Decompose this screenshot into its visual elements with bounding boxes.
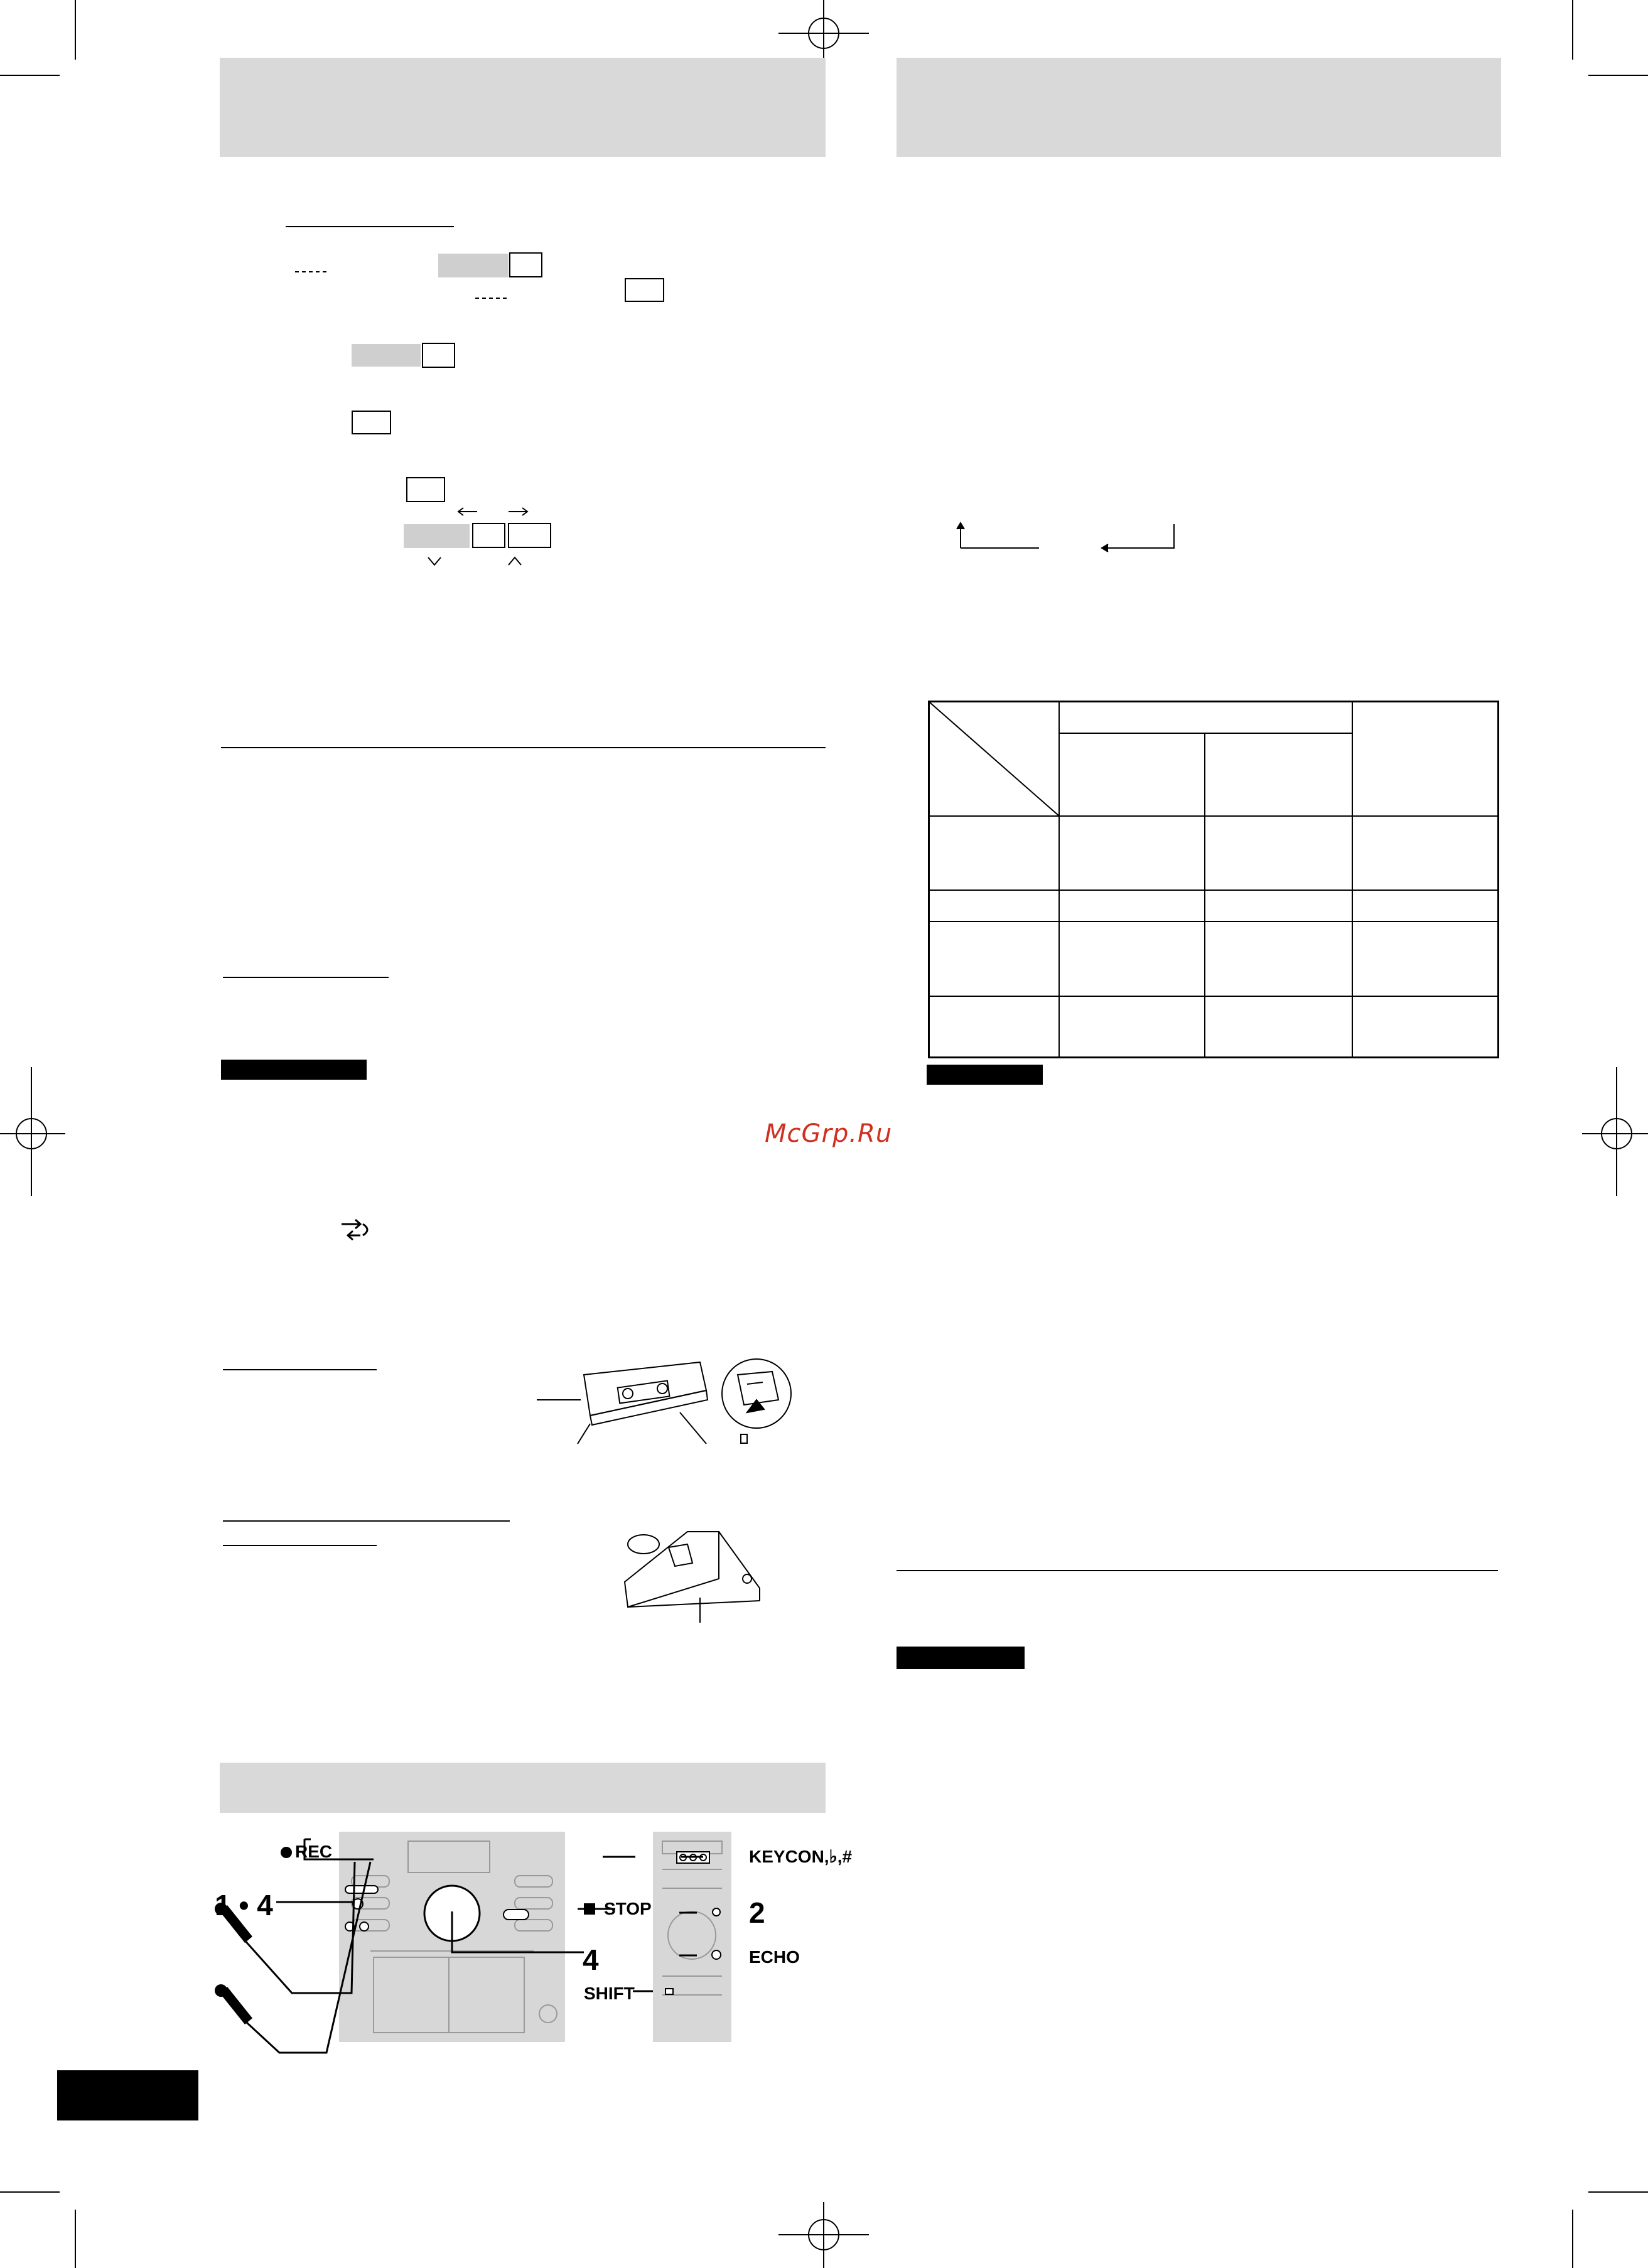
- registration-mark-icon: [778, 0, 869, 67]
- subheading-underline: [223, 977, 389, 978]
- page-number-block: [57, 2070, 198, 2120]
- shift-label: SHIFT: [584, 1984, 635, 2003]
- subheading-underline: [223, 1520, 510, 1522]
- down-up-chevrons-icon: [421, 552, 534, 571]
- subheading-underline: [223, 1545, 377, 1546]
- keycon-label: KEYCON,♭,#: [749, 1847, 853, 1866]
- rec-label: REC: [295, 1842, 333, 1861]
- repeat-arrows-icon: [339, 1217, 374, 1243]
- left-header-band: [220, 58, 826, 157]
- section-divider: [897, 1570, 1498, 1571]
- key-button: [422, 343, 455, 368]
- key-button: [509, 252, 542, 277]
- step-1-4-label: 1 • 4: [215, 1889, 273, 1921]
- note-heading-bar: [927, 1065, 1043, 1085]
- mode-table: [928, 701, 1499, 1058]
- dash-marks: [475, 295, 507, 299]
- key-label-grey: [404, 524, 470, 548]
- record-dot-icon: [281, 1847, 292, 1858]
- echo-label: ECHO: [749, 1947, 800, 1967]
- key-label-grey: [438, 254, 509, 277]
- key-button: [406, 477, 445, 502]
- step-4-label: 4: [583, 1943, 599, 1976]
- cassette-tape-illustration: [530, 1350, 794, 1469]
- microphone-icon: [215, 1984, 252, 2024]
- table-diagonal: [930, 702, 1058, 815]
- key-button: [352, 411, 391, 434]
- key-button: [472, 523, 505, 548]
- section-divider: [221, 747, 826, 748]
- key-label-grey: [352, 344, 421, 367]
- registration-mark-icon: [778, 2202, 869, 2268]
- registration-mark-icon: [0, 1067, 65, 1196]
- left-right-arrows-icon: [452, 505, 534, 518]
- note-heading-bar: [221, 1060, 367, 1080]
- registration-mark-icon: [1582, 1067, 1648, 1196]
- step-2-label: 2: [749, 1896, 765, 1929]
- key-button: [625, 278, 664, 302]
- right-header-band: [897, 58, 1501, 157]
- karaoke-section-band: [220, 1763, 826, 1813]
- key-button: [508, 523, 551, 548]
- mode-cycle-arrows-icon: [951, 518, 1183, 556]
- stop-label: STOP: [604, 1899, 652, 1918]
- note-heading-bar: [897, 1647, 1025, 1669]
- cassette-tab-illustration: [618, 1519, 769, 1626]
- watermark: McGrp.Ru: [765, 1119, 893, 1148]
- subheading-underline: [223, 1369, 377, 1370]
- section-underline: [286, 226, 454, 227]
- stop-square-icon: [584, 1903, 595, 1915]
- dash-marks: [295, 269, 326, 272]
